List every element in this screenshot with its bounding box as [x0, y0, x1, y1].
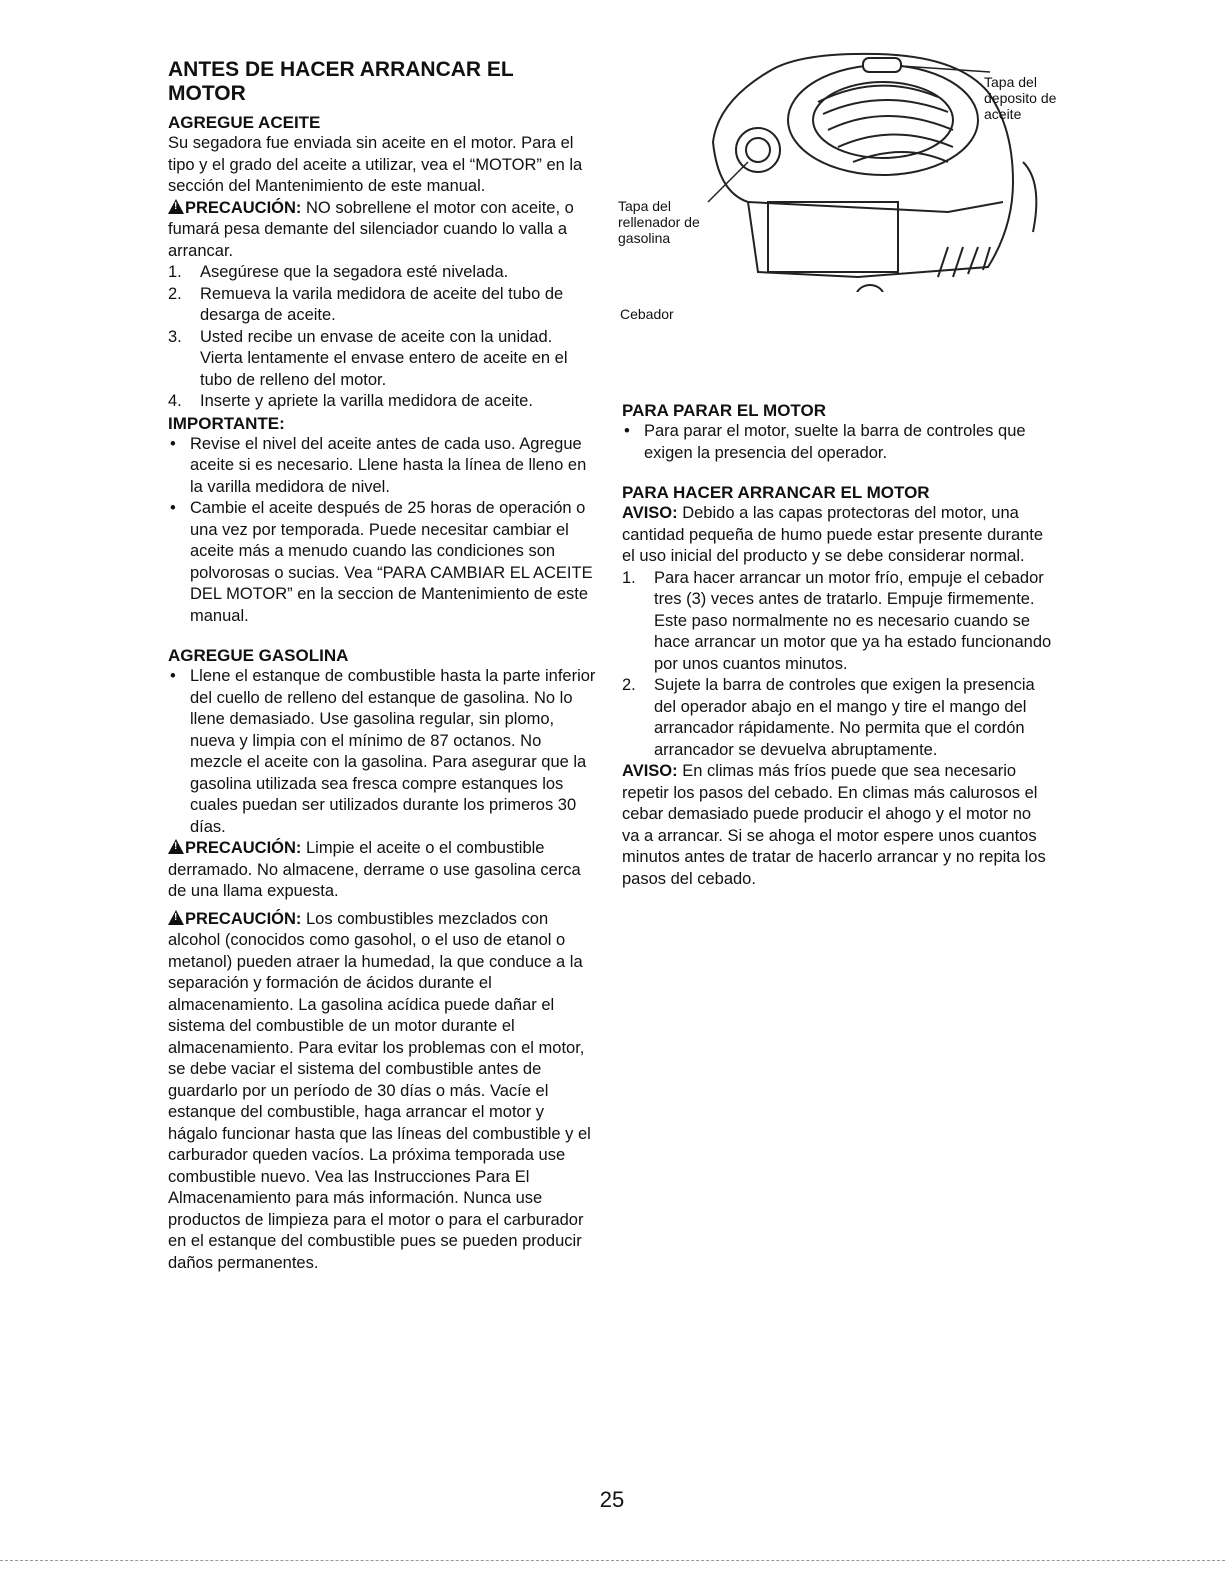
caution-label: PRECAUCIÓN:: [185, 839, 302, 857]
aceite-intro: Su segadora fue enviada sin aceite en el motor. Para el tipo y el grado del aceite a utilizar, vea el “MOTOR” en la sección del Mantenimiento de este manual.: [168, 134, 583, 195]
list-item: • Para parar el motor, suelte la barra de controles que exigen la presencia del operador.: [624, 422, 1026, 462]
label-primer: Cebador: [620, 306, 674, 322]
list-item: • Cambie el aceite después de 25 horas de operación o una vez por temporada. Puede necesitar cambiar el aceite más a menudo cuando las condiciones son polvorosas o sucias. Vea “PARA CAMBIAR EL ACEITE DEL MOTOR” en la seccion de Mantenimiento de este manual.: [170, 499, 593, 625]
warning-icon: [168, 199, 184, 214]
label-fuel-cap: Tapa del rellenador de gasolina: [618, 198, 700, 246]
gasolina-caution-1: [168, 838, 596, 903]
list-item: • Llene el estanque de combustible hasta la parte inferior del cuello de relleno del estanque de gasolina. No lo llene demasiado. Use gasolina regular, sin plomo, nueva y limpia con el mínimo de 87 octanos. No mezcle el aceite con la gasolina. Para asegurar que la gasolina utilizada sea fresca compre estanques los cuales puedan ser utilizados durante los primeros 30 días.: [170, 667, 596, 836]
heading-para-parar: PARA PARAR EL MOTOR: [622, 401, 827, 420]
list-item: 2. Remueva la varila medidora de aceite del tubo de desarga de aceite.: [168, 284, 564, 324]
caution-text: NO sobrellene el motor con aceite, o fumará pesa demante del silenciador cuando lo valla a arrancar.: [168, 198, 574, 260]
heading-importante: IMPORTANTE:: [168, 413, 285, 433]
list-item: 3. Usted recibe un envase de aceite con la unidad. Vierta lentamente el envase entero de aceite en el tubo de relleno del motor.: [168, 327, 568, 389]
aceite-caution: [168, 198, 596, 263]
importante-bullets: [168, 434, 596, 628]
heading-agregue-aceite: AGREGUE ACEITE: [168, 113, 321, 132]
notice-label: AVISO:: [622, 762, 678, 780]
caution-label: PRECAUCIÓN:: [185, 198, 302, 217]
aceite-steps: [168, 262, 596, 413]
heading-agregue-gasolina: AGREGUE GASOLINA: [168, 646, 349, 665]
notice-text: En climas más fríos puede que sea necesario repetir los pasos del cebado. En climas más calurosos el cebar demasiado puede producir el ahogo y el motor no va a arrancar. Si se ahoga el motor espere unos cuantos minutos antes de tratar de hacerlo arrancar y no repita los pasos del cebado.: [622, 762, 1046, 888]
arrancar-steps: [622, 568, 1052, 762]
warning-icon: [168, 910, 184, 925]
gasolina-caution-2: [168, 909, 596, 1275]
list-item: • Revise el nivel del aceite antes de cada uso. Agregue aceite si es necesario. Llene hasta la línea de lleno en la varilla medidora de nivel.: [170, 434, 587, 496]
list-item: 1. Asegúrese que la segadora esté nivelada.: [168, 263, 509, 281]
aviso-1: [622, 503, 1052, 568]
notice-label: AVISO:: [622, 504, 678, 522]
aviso-2: [622, 761, 1052, 890]
parar-bullets: [622, 421, 1052, 464]
warning-icon: [168, 839, 184, 854]
caution-label: PRECAUCIÓN:: [185, 909, 302, 928]
gasolina-bullets: [168, 666, 596, 838]
notice-text: Debido a las capas protectoras del motor, una cantidad pequeña de humo puede estar presente durante el uso inicial del producto y se debe considerar normal.: [622, 504, 1044, 565]
label-oil-cap: Tapa del deposito de aceite: [984, 74, 1057, 122]
caution-text: Limpie el aceite o el combustible derramado. No almacene, derrame o use gasolina cerca de una llama expuesta.: [168, 839, 581, 900]
page-number: 25: [599, 1487, 625, 1512]
list-item: 2. Sujete la barra de controles que exigen la presencia del operador abajo en el mango y tire el mango del arrancador rápidamente. No permita que el cordón arrancador se devuelva abruptamente.: [622, 676, 1035, 759]
section-title-line2: MOTOR: [168, 82, 246, 105]
left-column: [168, 58, 596, 1274]
page-edge-divider: [0, 1560, 1225, 1561]
right-column: [622, 400, 1052, 890]
caution-text: Los combustibles mezclados con alcohol (conocidos como gasohol, o el uso de etanol o metanol) pueden atraer la humedad, la que conduce a la separación y formación de ácidos durante el almacenamiento. La gasolina acídica puede dañar el sistema del combustible de un motor durante el almacenamiento. Para evitar los problemas con el motor, se debe vaciar el sistema del combustible antes de guardarlo por un período de 30 días o más. Vacíe el estanque del combustible, haga arrancar el motor y hágalo funcionar hasta que las líneas del combustible y el carburador queden vacíos. La próxima temporada use combustible nuevo. Vea las Instrucciones Para El Almacenamiento para más información. Nunca use productos de limpieza para el motor o para el carburador en el estanque del combustible pues se pueden producir daños permanentes.: [168, 909, 591, 1272]
engine-illustration: [618, 52, 1058, 322]
list-item: 4. Inserte y apriete la varilla medidora de aceite.: [168, 392, 533, 410]
section-title-line1: ANTES DE HACER ARRANCAR EL: [168, 58, 514, 81]
list-item: 1. Para hacer arrancar un motor frío, empuje el cebador tres (3) veces antes de tratarlo. Empuje firmemente. Este paso normalmente no es necesario cuando se hace arrancar un motor que ya ha estado funcionando por unos cuantos minutos.: [622, 568, 1052, 673]
heading-para-arrancar: PARA HACER ARRANCAR EL MOTOR: [622, 483, 930, 502]
